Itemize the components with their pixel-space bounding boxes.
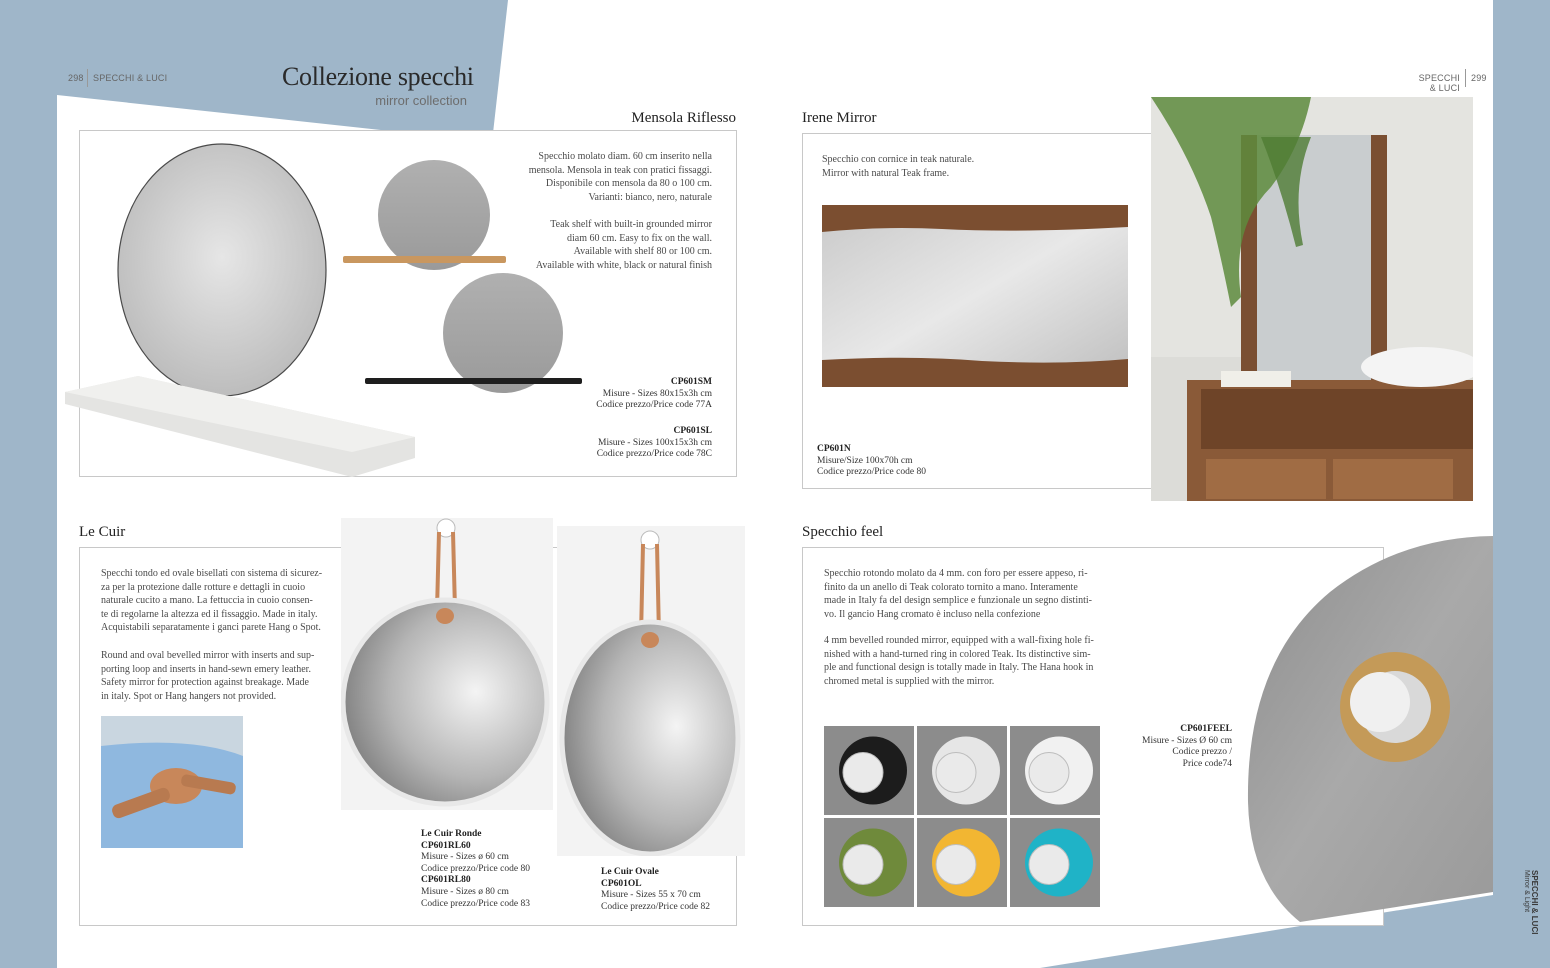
feel-swatch (917, 818, 1007, 907)
feel-swatch (824, 818, 914, 907)
left-section-label: SPECCHI & LUCI (93, 73, 168, 83)
feel-item: CP601FEEL Misure - Sizes Ø 60 cm Codice prezzo / Price code74 (1142, 724, 1232, 769)
lecuir-ronde-image (341, 518, 553, 810)
feel-description-it: Specchio rotondo molato da 4 mm. con foro per essere appeso, ri- finito da un anello di Teak colorato tornito a mano. Interamente made in Italy fa del design semplice e funzionale un segno distinti- vo. Il gancio Hang cromato è incluso nella confezione (824, 568, 1092, 620)
irene-room-photo (1151, 97, 1473, 501)
lecuir-ovale-image (557, 526, 745, 856)
lecuir-ronde-info: Le Cuir Ronde CP601RL60 Misure - Sizes ø 60 cm Codice prezzo/Price code 80 CP601RL80 Misure - Sizes ø 80 cm Codice prezzo/Price code 83 (421, 829, 530, 909)
lecuir-description-en: Round and oval bevelled mirror with inserts and sup- porting loop and inserts in hand-sewn emery leather. Safety mirror for protection against breakage. Made in italy. Spot or Hang hangers not provided. (101, 650, 315, 702)
left-page-number: 298 (68, 73, 84, 83)
feel-swatch (1010, 726, 1100, 815)
page-subtitle: mirror collection (375, 93, 467, 108)
folio-divider (1465, 69, 1466, 87)
irene-description: Specchio con cornice in teak naturale. Mirror with natural Teak frame. (822, 154, 975, 179)
mensola-description-en: Teak shelf with built-in grounded mirror diam 60 cm. Easy to fix on the wall. Available with shelf 80 or 100 cm. Available with white, black or natural finish (535, 219, 712, 271)
feel-description-en: 4 mm bevelled rounded mirror, equipped with a wall-fixing hole fi- nished with a hand-turned ring in colored Teak. Its distinctive sim- ple and functional design is totally made in Italy. The Hana hook in chromed metal is supplied with the mirror. (824, 635, 1094, 687)
mensola-item-sm: CP601SM Misure - Sizes 80x15x3h cm Codice prezzo/Price code 77A (596, 377, 712, 411)
irene-mirror-image (822, 205, 1130, 388)
right-page-number: 299 (1471, 73, 1487, 83)
irene-item: CP601N Misure/Size 100x70h cm Codice prezzo/Price code 80 (817, 444, 926, 478)
feel-swatch (1010, 818, 1100, 907)
lecuir-detail-photo (101, 716, 243, 848)
mensola-description-it: Specchio molato diam. 60 cm inserito nella mensola. Mensola in teak con pratici fissaggi. Disponibile con mensola da 80 o 100 cm. Varianti: bianco, nero, naturale (528, 151, 712, 203)
side-tab: SPECCHI & LUCI Mirror & Light (1523, 870, 1539, 935)
folio-divider (87, 69, 88, 87)
lecuir-title: Le Cuir (79, 524, 126, 540)
page-title: Collezione specchi (282, 62, 474, 91)
right-section-label: SPECCHI & LUCI (1418, 73, 1460, 93)
feel-swatch (824, 726, 914, 815)
mensola-title: Mensola Riflesso (631, 110, 736, 126)
feel-swatch (917, 726, 1007, 815)
feel-color-variants (824, 726, 1104, 908)
feel-mirror-image (1240, 522, 1493, 922)
mensola-item-sl: CP601SL Misure - Sizes 100x15x3h cm Codice prezzo/Price code 78C (596, 426, 712, 460)
lecuir-ovale-info: Le Cuir Ovale CP601OL Misure - Sizes 55 x 70 cm Codice prezzo/Price code 82 (601, 867, 710, 912)
irene-title: Irene Mirror (802, 110, 877, 126)
lecuir-description-it: Specchi tondo ed ovale bisellati con sistema di sicurez- za per la protezione dalle rotture e dettagli in cuoio naturale cucito a mano. La fettuccia in cuoio consen- te di regolarne la altezza ed il fissaggio. Made in italy. Acquistabili separatamente i ganci parete Hang o Spot. (101, 568, 323, 634)
feel-title: Specchio feel (802, 524, 884, 540)
